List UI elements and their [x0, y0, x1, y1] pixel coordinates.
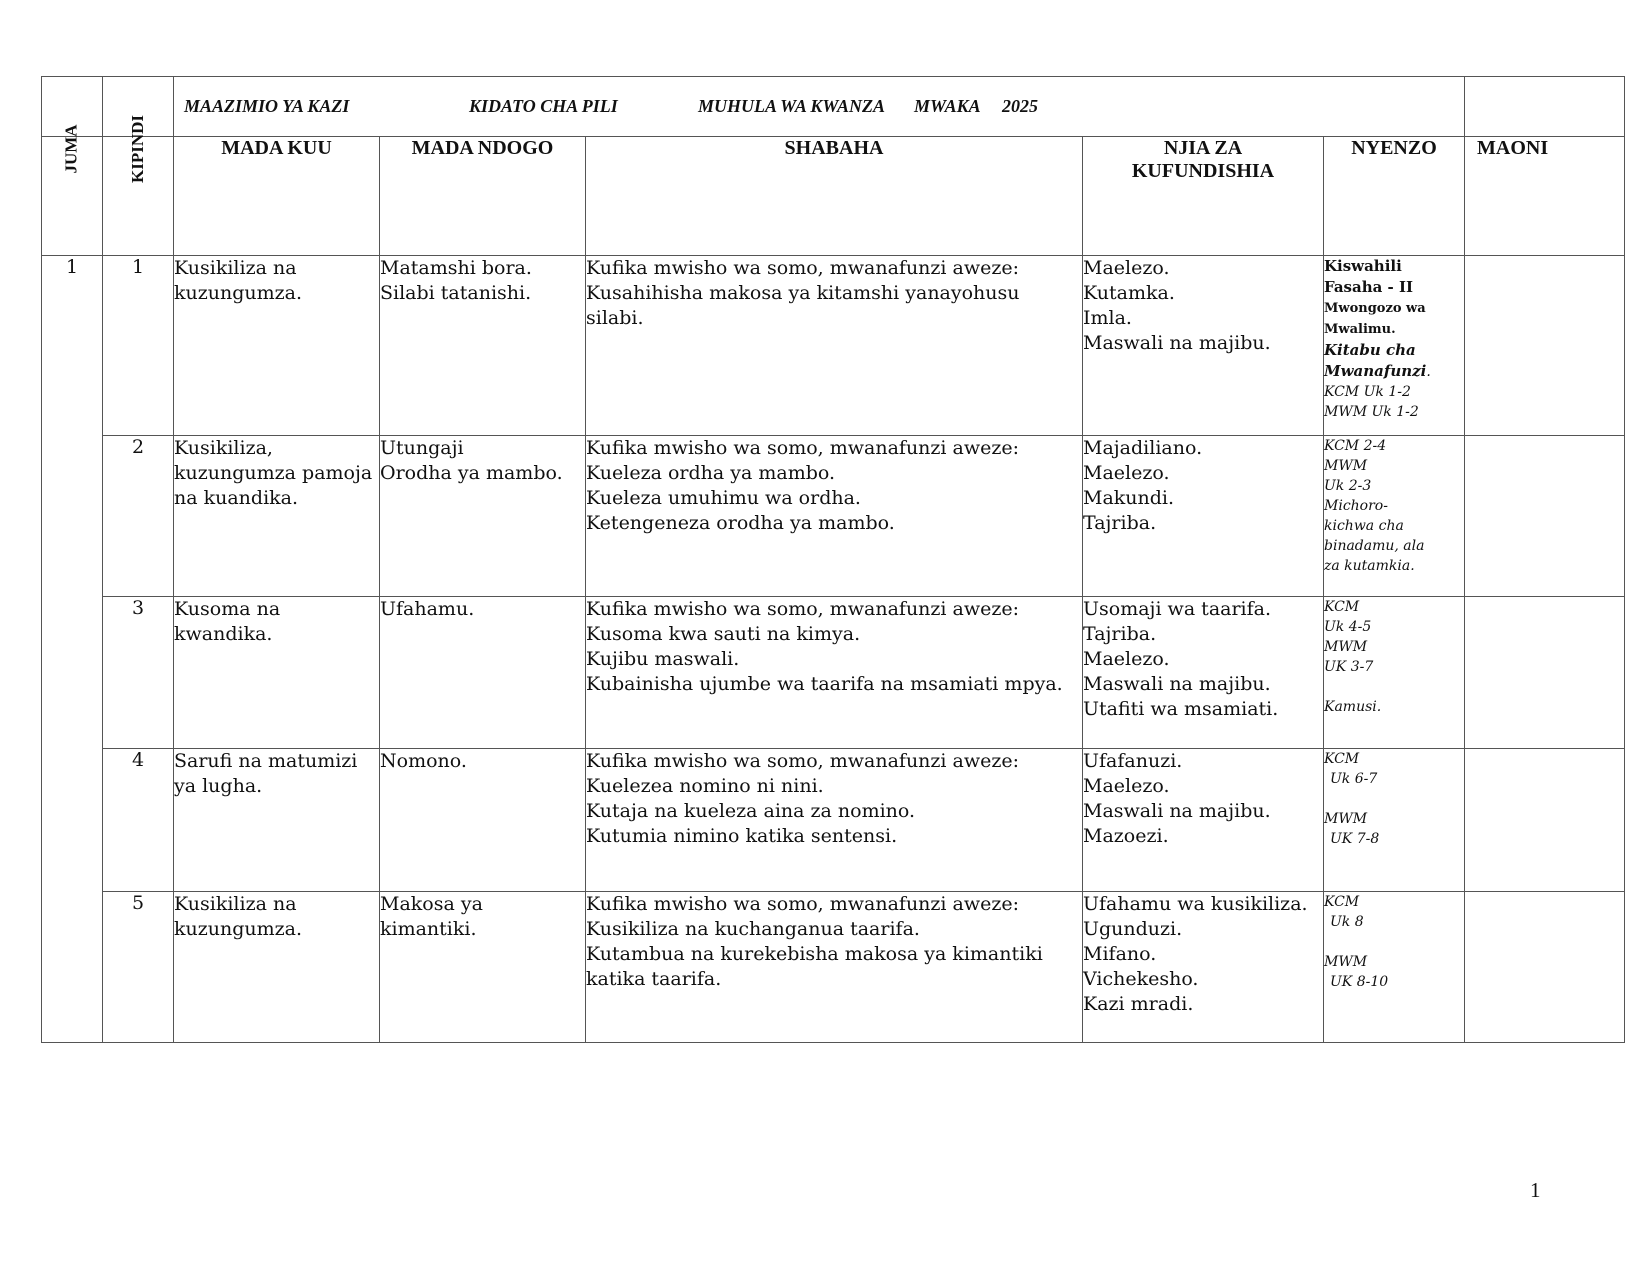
shabaha-cell: Kufika mwisho wa somo, mwanafunzi aweze: Kusahihisha makosa ya kitamshi yanayohusu silabi.	[586, 256, 1083, 436]
col-nyenzo: NYENZO	[1324, 137, 1465, 256]
maoni-cell	[1465, 436, 1625, 597]
doc-title: MAAZIMIO YA KAZI	[184, 96, 350, 116]
blank-cell	[1465, 77, 1625, 137]
mada-ndogo-cell: Utungaji Orodha ya mambo.	[380, 436, 586, 597]
shabaha-cell: Kufika mwisho wa somo, mwanafunzi aweze: Kuelezea nomino ni nini. Kutaja na kueleza aina za nomino. Kutumia nimino katika sentensi.	[586, 749, 1083, 892]
shabaha-cell: Kufika mwisho wa somo, mwanafunzi aweze: Kusoma kwa sauti na kimya. Kujibu maswali. Kubainisha ujumbe wa taarifa na msamiati mpya.	[586, 597, 1083, 749]
mada-kuu-cell: Kusikiliza, kuzungumza pamoja na kuandika.	[174, 436, 380, 597]
maoni-cell	[1465, 597, 1625, 749]
mada-ndogo-cell: Nomono.	[380, 749, 586, 892]
njia-cell: Ufahamu wa kusikiliza. Ugunduzi. Mifano. Vichekesho. Kazi mradi.	[1083, 892, 1324, 1043]
njia-cell: Ufafanuzi. Maelezo. Maswali na majibu. Mazoezi.	[1083, 749, 1324, 892]
col-shabaha: SHABAHA	[586, 137, 1083, 256]
mada-kuu-cell: Kusoma na kwandika.	[174, 597, 380, 749]
table-row	[42, 892, 1625, 1043]
shabaha-cell: Kufika mwisho wa somo, mwanafunzi aweze: Kusikiliza na kuchanganua taarifa. Kutambua na kurekebisha makosa ya kimantiki katika taarifa.	[586, 892, 1083, 1043]
col-mada-ndogo: MADA NDOGO	[380, 137, 586, 256]
class-label: KIDATO CHA PILI	[469, 96, 618, 116]
mada-kuu-cell: Kusikiliza na kuzungumza.	[174, 256, 380, 436]
njia-cell: Majadiliano. Maelezo. Makundi. Tajriba.	[1083, 436, 1324, 597]
col-mada-kuu: MADA KUU	[174, 137, 380, 256]
title-cell	[174, 77, 1465, 137]
mada-ndogo-cell: Matamshi bora. Silabi tatanishi.	[380, 256, 586, 436]
col-njia: NJIA ZA KUFUNDISHIA	[1083, 137, 1324, 256]
table-row	[42, 436, 1625, 597]
mada-ndogo-cell: Makosa ya kimantiki.	[380, 892, 586, 1043]
mada-kuu-cell: Kusikiliza na kuzungumza.	[174, 892, 380, 1043]
kipindi-number: 1	[103, 256, 174, 436]
maoni-cell	[1465, 256, 1625, 436]
year-value: 2025	[1002, 96, 1038, 116]
kipindi-number: 5	[103, 892, 174, 1043]
njia-cell: Usomaji wa taarifa. Tajriba. Maelezo. Maswali na majibu. Utafiti wa msamiati.	[1083, 597, 1324, 749]
nyenzo-cell: KCM Uk 6-7 MWM UK 7-8	[1324, 749, 1465, 892]
col-kipindi: KIPINDI	[103, 137, 174, 256]
mada-kuu-cell: Sarufi na matumizi ya lugha.	[174, 749, 380, 892]
mada-ndogo-cell: Ufahamu.	[380, 597, 586, 749]
nyenzo-cell: Kiswahili Fasaha - II Mwongozo wa Mwalimu. Kitabu cha Mwanafunzi. KCM Uk 1-2 MWM Uk 1-2	[1324, 256, 1465, 436]
maoni-cell	[1465, 892, 1625, 1043]
njia-cell: Maelezo. Kutamka. Imla. Maswali na majibu.	[1083, 256, 1324, 436]
col-maoni: MAONI	[1465, 137, 1625, 256]
scheme-of-work-table	[41, 76, 1625, 1043]
maoni-cell	[1465, 749, 1625, 892]
col-juma: JUMA	[42, 137, 103, 256]
year-label: MWAKA	[914, 96, 981, 116]
term-label: MUHULA WA KWANZA	[698, 96, 886, 116]
table-row	[42, 749, 1625, 892]
kipindi-number: 4	[103, 749, 174, 892]
nyenzo-cell: KCM 2-4 MWM Uk 2-3 Michoro- kichwa cha binadamu, ala za kutamkia.	[1324, 436, 1465, 597]
week-number: 1	[42, 256, 103, 1043]
table-row	[42, 256, 1625, 436]
nyenzo-cell: KCM Uk 4-5 MWM UK 3-7 Kamusi.	[1324, 597, 1465, 749]
column-header-row	[42, 137, 1625, 256]
kipindi-number: 3	[103, 597, 174, 749]
shabaha-cell: Kufika mwisho wa somo, mwanafunzi aweze: Kueleza ordha ya mambo. Kueleza umuhimu wa ordha. Ketengeneza orodha ya mambo.	[586, 436, 1083, 597]
table-row	[42, 597, 1625, 749]
page-number: 1	[1530, 1178, 1541, 1202]
kipindi-number: 2	[103, 436, 174, 597]
nyenzo-cell: KCM Uk 8 MWM UK 8-10	[1324, 892, 1465, 1043]
title-row	[42, 77, 1625, 137]
